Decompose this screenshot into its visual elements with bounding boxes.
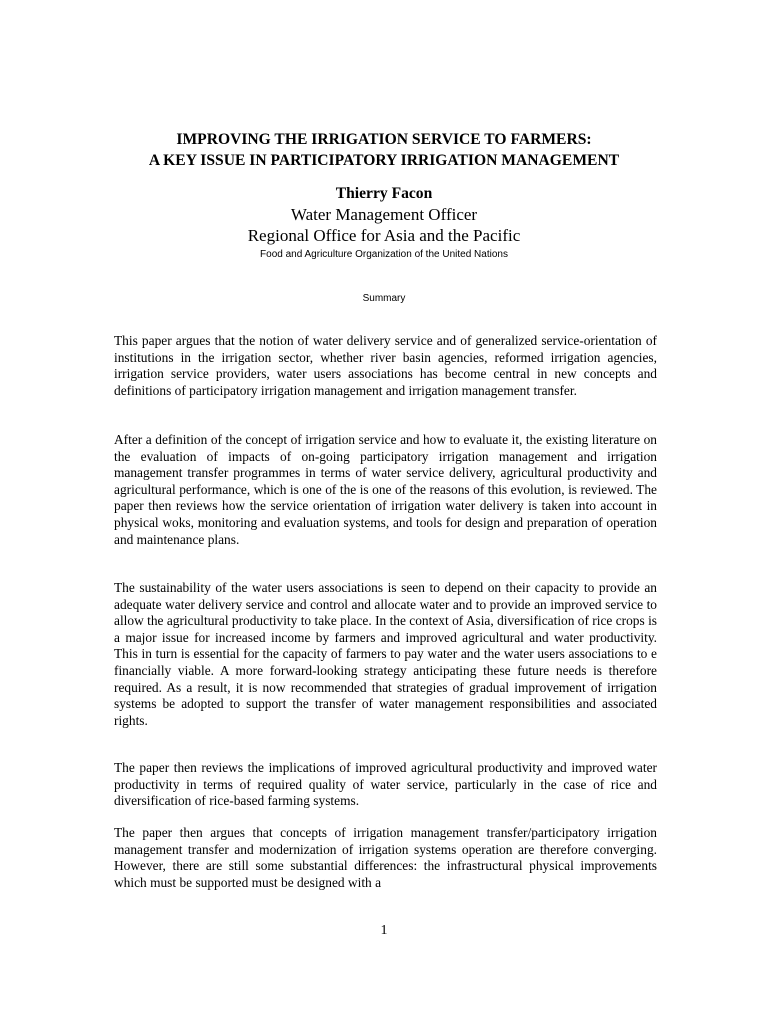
summary-heading: Summary: [362, 293, 406, 304]
author-name: Thierry Facon: [335, 185, 433, 202]
summary-paragraph-2: After a definition of the concept of irrigation service and how to evaluate it, the existing literature on the evaluation of impacts of on-going participatory irrigation management and irrigation management transfer programmes in terms of water service delivery, agricultural productivity and agricultural performance, which is one of the is one of the reasons of this evolution, is reviewed. The paper then reviews how the service orientation of irrigation water delivery is taken into account in physical woks, monitoring and evaluation systems, and tools for design and preparation of operation and maintenance plans.: [114, 432, 657, 547]
summary-paragraph-5: The paper then argues that concepts of irrigation management transfer/participatory irrigation management transfer and modernization of irrigation systems operation are therefore converging. However, there are still some substantial differences: the infrastructural physical improvements which must be supported must be designed with a: [114, 825, 657, 890]
author-office: Regional Office for Asia and the Pacific: [247, 226, 521, 245]
summary-paragraph-1: This paper argues that the notion of water delivery service and of generalized service-orientation of institutions in the irrigation sector, whether river basin agencies, reformed irrigation agencies, irrigation service providers, water users associations has become central in new concepts and definitions of participatory irrigation management and irrigation management transfer.: [114, 333, 657, 398]
paper-title-line-1: IMPROVING THE IRRIGATION SERVICE TO FARMERS:: [176, 131, 592, 148]
summary-paragraph-3: The sustainability of the water users associations is seen to depend on their capacity to provide an adequate water delivery service and control and allocate water and to provide an improved service to allow the agricultural productivity to take place. In the context of Asia, diversification of rice crops is a major issue for increased income by farmers and improved agricultural and water productivity. This in turn is essential for the capacity of farmers to pay water and the water users associations to e financially viable. A more forward-looking strategy anticipating these future needs is therefore required. As a result, it is now recommended that strategies of gradual improvement of irrigation systems be adopted to support the transfer of water management responsibilities and associated rights.: [114, 580, 657, 728]
page-number: 1: [380, 923, 388, 938]
author-position: Water Management Officer: [290, 205, 478, 224]
paper-title-line-2: A KEY ISSUE IN PARTICIPATORY IRRIGATION MANAGEMENT: [148, 152, 620, 169]
summary-paragraph-4: The paper then reviews the implications of improved agricultural productivity and improved water productivity in terms of required quality of water service, particularly in the case of rice and diversification of rice-based farming systems.: [114, 760, 657, 809]
author-organization: Food and Agriculture Organization of the United Nations: [260, 249, 508, 260]
